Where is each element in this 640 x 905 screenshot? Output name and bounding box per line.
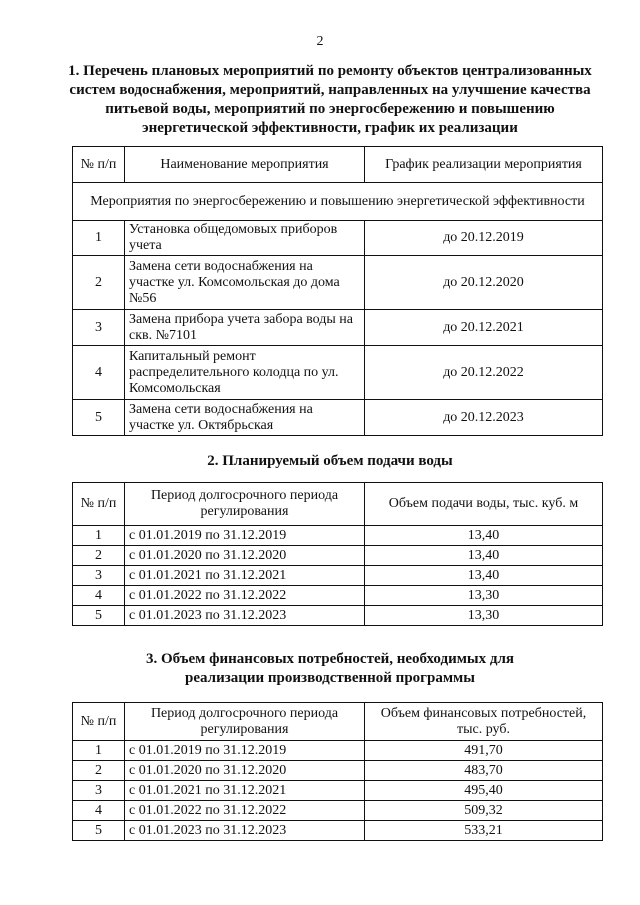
group-label: Мероприятия по энергосбережению и повышению энергетической эффективности [73,183,603,221]
row-num: 5 [73,821,125,841]
row-period: с 01.01.2021 по 31.12.2021 [125,566,365,586]
row-num: 2 [73,256,125,310]
row-schedule: до 20.12.2023 [365,400,603,436]
row-period: с 01.01.2019 по 31.12.2019 [125,526,365,546]
table-row [73,546,603,566]
table-header-row [73,703,603,741]
row-period: с 01.01.2020 по 31.12.2020 [125,546,365,566]
row-period: с 01.01.2020 по 31.12.2020 [125,761,365,781]
table-row [73,346,603,400]
measures-table [72,146,603,436]
row-name: Замена прибора учета забора воды на скв. №7101 [125,310,365,346]
row-value: 533,21 [365,821,603,841]
row-num: 2 [73,761,125,781]
row-num: 4 [73,586,125,606]
row-value: 491,70 [365,741,603,761]
water-volume-table [72,482,603,626]
row-period: с 01.01.2022 по 31.12.2022 [125,586,365,606]
row-period: с 01.01.2023 по 31.12.2023 [125,821,365,841]
row-value: 13,40 [365,526,603,546]
section2-title: 2. Планируемый объем подачи воды [207,453,453,469]
row-schedule: до 20.12.2019 [365,221,603,256]
row-num: 2 [73,546,125,566]
row-name: Капитальный ремонт распределительного колодца по ул. Комсомольская [125,346,365,400]
row-num: 1 [73,741,125,761]
table-header-row [73,147,603,183]
col-header-period: Период долгосрочного периода регулирования [125,483,365,526]
table-row [73,221,603,256]
row-schedule: до 20.12.2021 [365,310,603,346]
row-value: 13,30 [365,606,603,626]
row-num: 3 [73,781,125,801]
table-row [73,586,603,606]
row-num: 4 [73,801,125,821]
row-name: Замена сети водоснабжения на участке ул. Октябрьская [125,400,365,436]
table-row [73,606,603,626]
table-row [73,526,603,546]
table-row [73,256,603,310]
row-num: 5 [73,400,125,436]
table-row [73,741,603,761]
row-value: 13,40 [365,566,603,586]
row-period: с 01.01.2023 по 31.12.2023 [125,606,365,626]
table-row [73,310,603,346]
row-num: 3 [73,310,125,346]
row-name: Установка общедомовых приборов учета [125,221,365,256]
col-header-period: Период долгосрочного периода регулирования [125,703,365,741]
table-row [73,821,603,841]
table-header-row [73,483,603,526]
col-header-num: № п/п [73,703,125,741]
row-num: 1 [73,221,125,256]
row-num: 3 [73,566,125,586]
row-num: 5 [73,606,125,626]
col-header-num: № п/п [73,147,125,183]
col-header-name: Наименование мероприятия [125,147,365,183]
table-row [73,566,603,586]
row-num: 4 [73,346,125,400]
table-row [73,781,603,801]
page-number: 2 [316,34,324,49]
row-value: 483,70 [365,761,603,781]
row-schedule: до 20.12.2022 [365,346,603,400]
financial-needs-table [72,702,603,841]
section1-title: 1. Перечень плановых мероприятий по ремонту объектов централизованных систем водоснабжения, мероприятий, направленных на улучшение качества питьевой воды, мероприятий по энергосбережению и повышению энергетической эффективности, график их реализации [68,63,592,136]
col-header-finance: Объем финансовых потребностей, тыс. руб. [365,703,603,741]
col-header-num: № п/п [73,483,125,526]
row-schedule: до 20.12.2020 [365,256,603,310]
row-value: 13,40 [365,546,603,566]
row-value: 13,30 [365,586,603,606]
row-name: Замена сети водоснабжения на участке ул. Комсомольская до дома №56 [125,256,365,310]
group-row [73,183,603,221]
col-header-volume: Объем подачи воды, тыс. куб. м [365,483,603,526]
table-row [73,400,603,436]
row-value: 509,32 [365,801,603,821]
row-value: 495,40 [365,781,603,801]
row-num: 1 [73,526,125,546]
table-row [73,761,603,781]
row-period: с 01.01.2021 по 31.12.2021 [125,781,365,801]
row-period: с 01.01.2019 по 31.12.2019 [125,741,365,761]
col-header-schedule: График реализации мероприятия [365,147,603,183]
table-row [73,801,603,821]
row-period: с 01.01.2022 по 31.12.2022 [125,801,365,821]
section3-title: 3. Объем финансовых потребностей, необходимых для реализации производственной программы [145,651,515,686]
